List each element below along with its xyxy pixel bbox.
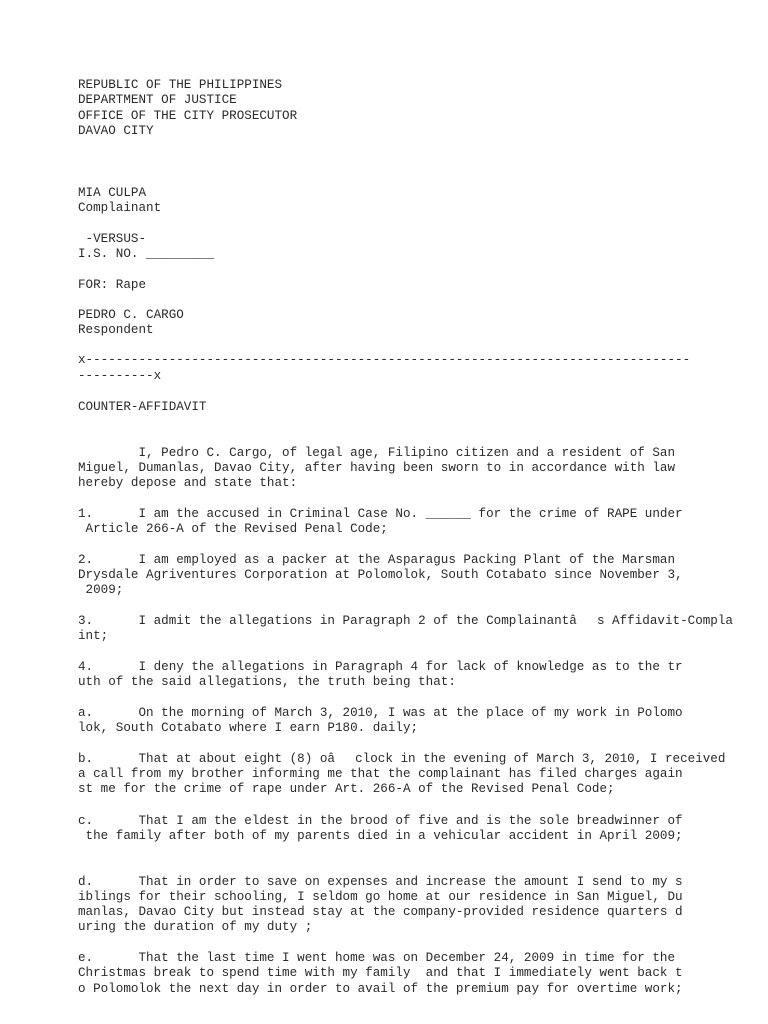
text-line: iblings for their schooling, I seldom go home at our residence in San Miguel, Du: [78, 890, 683, 904]
text-line: st me for the crime of rape under Art. 266-A of the Revised Penal Code;: [78, 782, 615, 796]
document-title: COUNTER-AFFIDAVIT: [78, 400, 207, 414]
text-line: b. That at about eight (8) oâclock in the evening of March 3, 2010, I received: [78, 752, 726, 766]
text-line: c. That I am the eldest in the brood of five and is the sole breadwinner of: [78, 814, 683, 828]
is-number: I.S. NO. _________: [78, 247, 215, 261]
text-line: 2009;: [78, 583, 124, 597]
versus-label: -VERSUS-: [78, 232, 147, 246]
text-line: a. On the morning of March 3, 2010, I was at the place of my work in Polomo: [78, 706, 683, 720]
text-line: Article 266-A of the Revised Penal Code;: [78, 522, 388, 536]
respondent-name: PEDRO C. CARGO: [78, 308, 184, 322]
divider-line: x--------------------------------------------------------------------------------: [78, 353, 691, 367]
text-line: lok, South Cotabato where I earn P180. daily;: [78, 721, 419, 735]
text-line: the family after both of my parents died in a vehicular accident in April 2009;: [78, 829, 683, 843]
header-line: OFFICE OF THE CITY PROSECUTOR: [78, 109, 298, 123]
text-line: Christmas break to spend time with my family and that I immediately went back t: [78, 966, 683, 980]
text-line: 4. I deny the allegations in Paragraph 4 for lack of knowledge as to the tr: [78, 660, 683, 674]
header-line: REPUBLIC OF THE PHILIPPINES: [78, 78, 283, 92]
text-line: o Polomolok the next day in order to avail of the premium pay for overtime work;: [78, 982, 683, 996]
text-line: 2. I am employed as a packer at the Asparagus Packing Plant of the Marsman: [78, 553, 676, 567]
text-line: Drysdale Agriventures Corporation at Polomolok, South Cotabato since November 3,: [78, 568, 683, 582]
text-line: Miguel, Dumanlas, Davao City, after having been sworn to in accordance with law: [78, 461, 676, 475]
text-line: 1. I am the accused in Criminal Case No. ______ for the crime of RAPE under: [78, 507, 683, 521]
text-line: 3. I admit the allegations in Paragraph 2 of the Complainantâs Affidavit-Compla: [78, 614, 733, 628]
text-line: uth of the said allegations, the truth being that:: [78, 675, 456, 689]
text-line: uring the duration of my duty ;: [78, 920, 313, 934]
text-line: a call from my brother informing me that the complainant has filed charges again: [78, 767, 683, 781]
charge-label: FOR: Rape: [78, 278, 147, 292]
text-line: manlas, Davao City but instead stay at the company-provided residence quarters d: [78, 905, 683, 919]
divider-line: ----------x: [78, 369, 162, 383]
text-line: int;: [78, 629, 109, 643]
complainant-label: Complainant: [78, 201, 162, 215]
header-line: DAVAO CITY: [78, 124, 154, 138]
complainant-name: MIA CULPA: [78, 186, 147, 200]
respondent-label: Respondent: [78, 323, 154, 337]
text-line: I, Pedro C. Cargo, of legal age, Filipino citizen and a resident of San: [78, 446, 676, 460]
text-line: e. That the last time I went home was on December 24, 2009 in time for the: [78, 951, 676, 965]
header-line: DEPARTMENT OF JUSTICE: [78, 93, 237, 107]
text-line: d. That in order to save on expenses and increase the amount I send to my s: [78, 875, 683, 889]
text-line: hereby depose and state that:: [78, 476, 298, 490]
